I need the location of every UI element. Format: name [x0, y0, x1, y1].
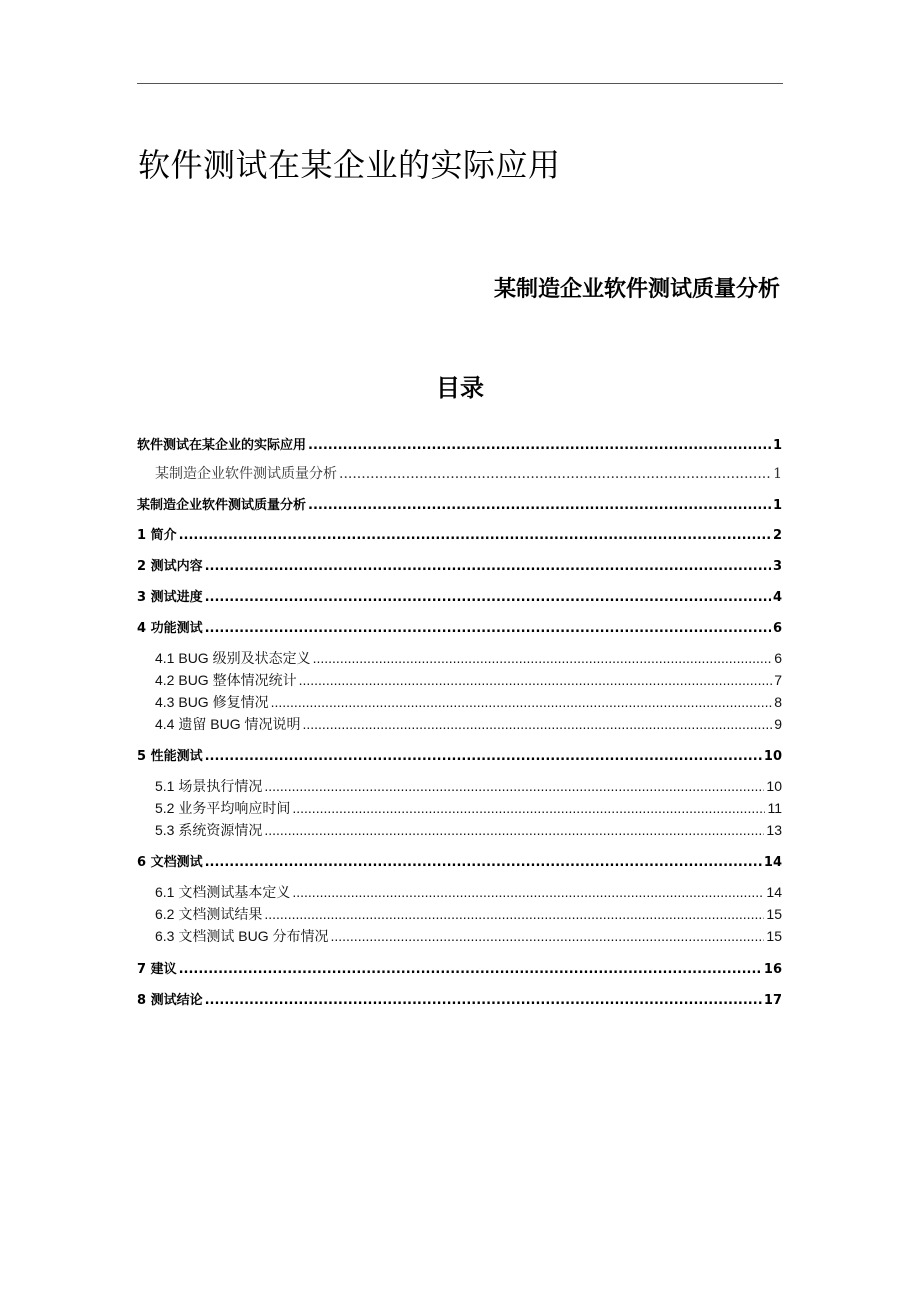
toc-dot-leader	[330, 928, 764, 944]
toc-entry-label: 5.2 业务平均响应时间	[155, 800, 291, 816]
toc-page-number: 1	[773, 466, 782, 482]
toc-entry-label: 4.3 BUG 修复情况	[155, 694, 269, 710]
toc-entry[interactable]	[137, 904, 782, 924]
toc-entry-label: 4.1 BUG 级别及状态定义	[155, 650, 311, 666]
toc-dot-leader	[205, 590, 771, 605]
toc-dot-leader	[339, 466, 771, 482]
toc-entry-label: 4.4 遗留 BUG 情况说明	[155, 716, 301, 732]
toc-dot-leader	[271, 694, 773, 710]
toc-page-number: 10	[763, 749, 782, 764]
toc-dot-leader	[205, 749, 762, 764]
toc-entry-label: 某制造企业软件测试质量分析	[137, 498, 307, 513]
toc-entry[interactable]	[137, 714, 782, 734]
toc-page-number: 15	[766, 906, 782, 922]
toc-entry-label: 6.1 文档测试基本定义	[155, 884, 291, 900]
toc-page-number: 4	[772, 590, 782, 605]
toc-dot-leader	[205, 855, 762, 870]
toc-dot-leader	[179, 528, 771, 543]
toc-dot-leader	[264, 822, 764, 838]
toc-page-number: 8	[774, 694, 782, 710]
toc-entry-label: 6.2 文档测试结果	[155, 906, 263, 922]
toc-entry-label: 5.3 系统资源情况	[155, 822, 263, 838]
toc-page-number: 10	[766, 778, 782, 794]
toc-dot-leader	[302, 716, 772, 732]
toc-dot-leader	[264, 906, 764, 922]
toc-page-number: 13	[766, 822, 782, 838]
toc-entry[interactable]	[137, 692, 782, 712]
toc-entry[interactable]	[137, 745, 782, 764]
toc-entry[interactable]	[137, 989, 782, 1008]
toc-entry[interactable]	[137, 463, 782, 483]
toc-entry-label: 8 测试结论	[137, 993, 203, 1008]
toc-entry-label: 4.2 BUG 整体情况统计	[155, 672, 297, 688]
toc-entry-label: 4 功能测试	[137, 621, 203, 636]
toc-entry-label: 5.1 场景执行情况	[155, 778, 263, 794]
toc-page-number: 14	[766, 884, 782, 900]
toc-entry[interactable]	[137, 648, 782, 668]
toc-entry[interactable]	[137, 926, 782, 946]
toc-dot-leader	[205, 993, 762, 1008]
toc-entry[interactable]	[137, 798, 782, 818]
toc-page-number: 1	[772, 498, 782, 513]
toc-page-number: 15	[766, 928, 782, 944]
toc-dot-leader	[308, 498, 771, 513]
toc-dot-leader	[205, 621, 771, 636]
toc-page-number: 2	[772, 528, 782, 543]
header-rule	[137, 83, 783, 84]
toc-entry-label: 6 文档测试	[137, 855, 203, 870]
toc-dot-leader	[264, 778, 764, 794]
toc-page-number: 6	[774, 650, 782, 666]
toc-entry-label: 某制造企业软件测试质量分析	[155, 466, 337, 482]
toc-page-number: 14	[763, 855, 782, 870]
toc-page-number: 9	[774, 716, 782, 732]
toc-page-number: 11	[767, 800, 782, 816]
toc-dot-leader	[299, 672, 773, 688]
toc-entry[interactable]	[137, 524, 782, 543]
toc-entry-label: 1 简介	[137, 528, 177, 543]
toc-entry[interactable]	[137, 670, 782, 690]
toc-entry-label: 5 性能测试	[137, 749, 203, 764]
toc-dot-leader	[313, 650, 773, 666]
toc-dot-leader	[179, 962, 762, 977]
toc-entry[interactable]	[137, 586, 782, 605]
toc-entry-label: 6.3 文档测试 BUG 分布情况	[155, 928, 329, 944]
toc-page-number: 16	[763, 962, 782, 977]
toc-entry[interactable]	[137, 555, 782, 574]
toc-entry[interactable]	[137, 434, 782, 453]
toc-dot-leader	[308, 438, 771, 453]
document-subtitle: 某制造企业软件测试质量分析	[493, 277, 780, 302]
document-title: 软件测试在某企业的实际应用	[138, 146, 561, 184]
toc-entry[interactable]	[137, 958, 782, 977]
toc-entry-label: 7 建议	[137, 962, 177, 977]
toc-dot-leader	[292, 800, 765, 816]
toc-page-number: 7	[774, 672, 782, 688]
toc-page-number: 6	[772, 621, 782, 636]
toc-page-number: 17	[763, 993, 782, 1008]
toc-heading: 目录	[436, 374, 484, 402]
toc-page-number: 1	[772, 438, 782, 453]
toc-entry-label: 3 测试进度	[137, 590, 203, 605]
toc-entry[interactable]	[137, 617, 782, 636]
toc-dot-leader	[205, 559, 771, 574]
toc-entry[interactable]	[137, 494, 782, 513]
toc-entry-label: 2 测试内容	[137, 559, 203, 574]
toc-entry[interactable]	[137, 851, 782, 870]
toc-entry-label: 软件测试在某企业的实际应用	[137, 438, 307, 453]
toc-entry[interactable]	[137, 882, 782, 902]
toc-dot-leader	[292, 884, 764, 900]
toc-entry[interactable]	[137, 776, 782, 796]
toc-page-number: 3	[772, 559, 782, 574]
toc-entry[interactable]	[137, 820, 782, 840]
